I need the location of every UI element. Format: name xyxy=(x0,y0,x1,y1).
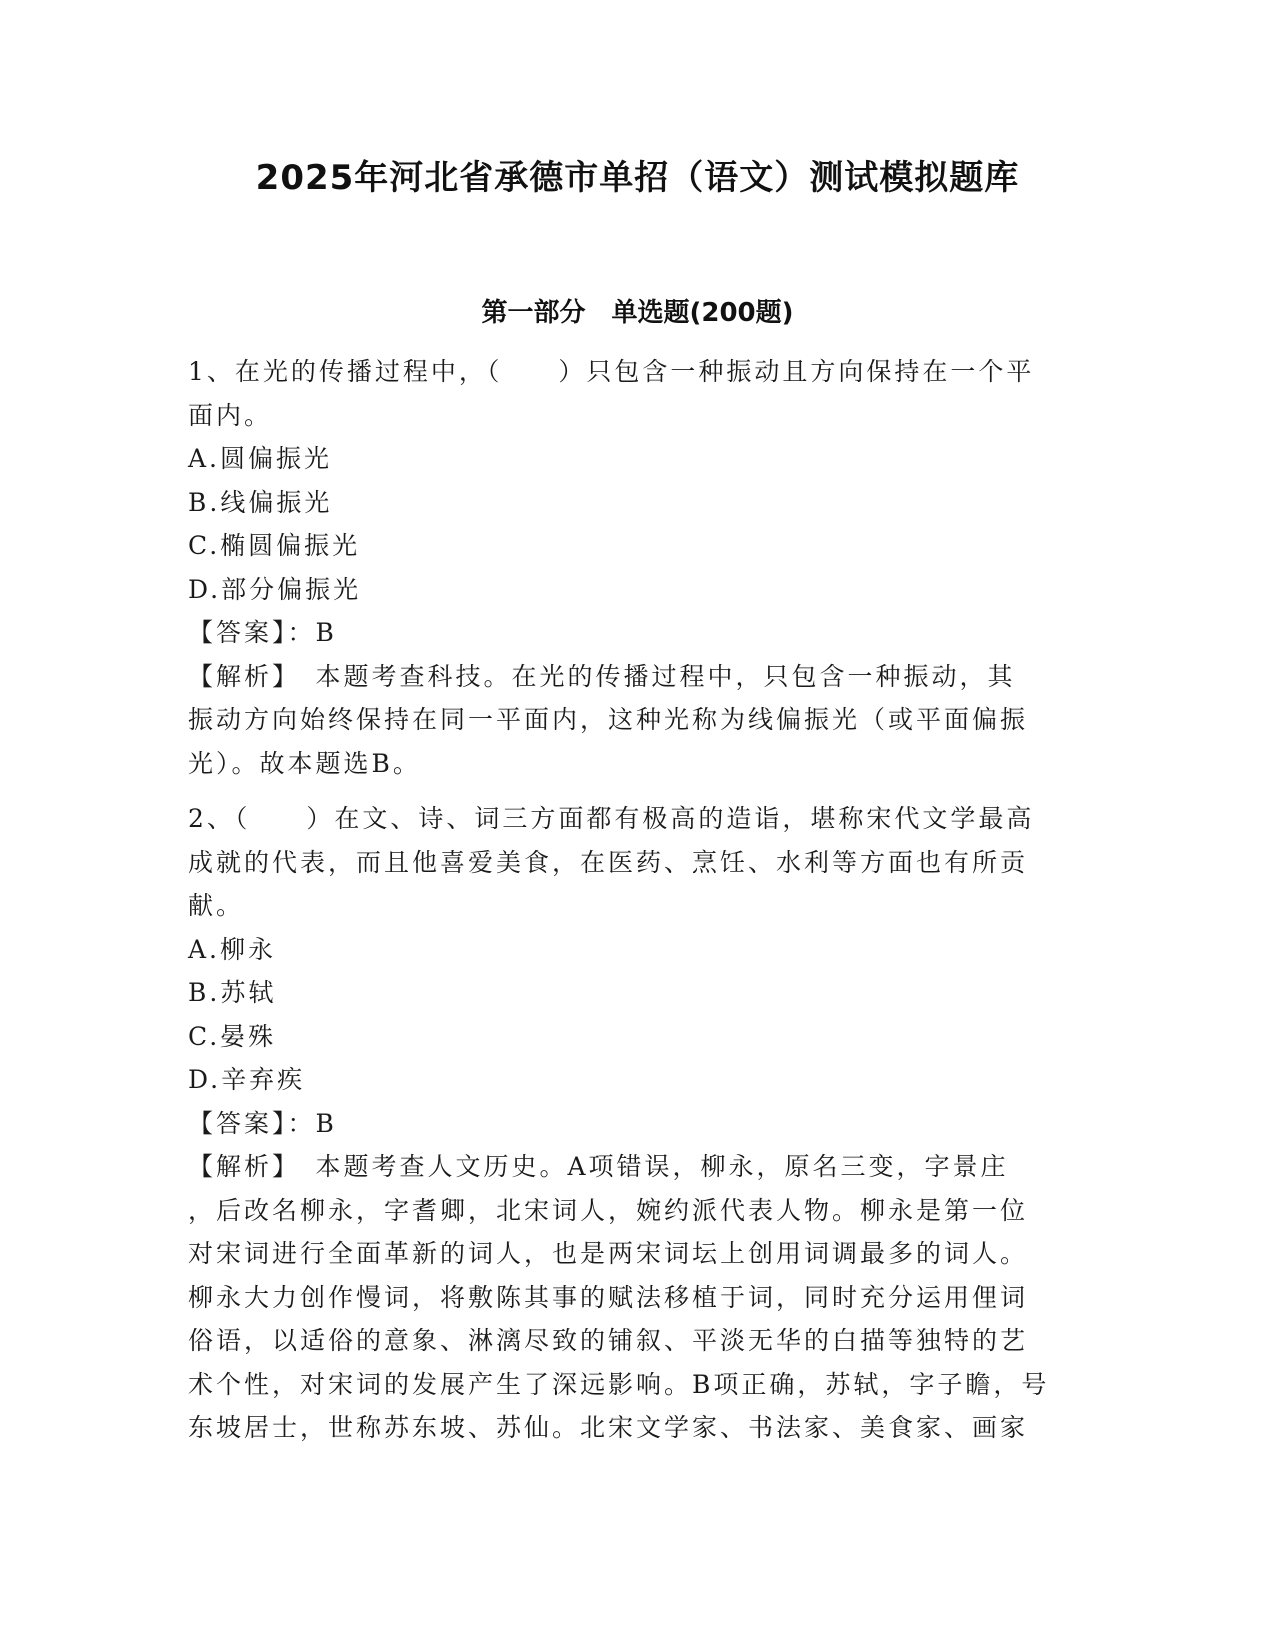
analysis-line: 柳永大力创作慢词，将敷陈其事的赋法移植于词，同时充分运用俚词 xyxy=(188,1282,1029,1312)
analysis-line: 【解析】 本题考查人文历史。A项错误，柳永，原名三变，字景庄 xyxy=(188,1152,1009,1181)
analysis-line: 对宋词进行全面革新的词人，也是两宋词坛上创用词调最多的词人。 xyxy=(188,1239,1029,1268)
section-heading: 第一部分 单选题(200题) xyxy=(481,298,794,328)
option-a: A.圆偏振光 xyxy=(188,444,333,473)
document-title: 2025年河北省承德市单招（语文）测试模拟题库 xyxy=(255,158,1020,198)
question-list xyxy=(188,350,1088,1450)
analysis-line: 振动方向始终保持在同一平面内，这种光称为线偏振光（或平面偏振 xyxy=(188,705,1029,734)
analysis-line: 光）。故本题选B。 xyxy=(188,748,421,778)
option-b: B.苏轼 xyxy=(188,978,277,1007)
analysis-line: 术个性，对宋词的发展产生了深远影响。B项正确，苏轼，字子瞻，号 xyxy=(188,1369,1050,1399)
question-stem-line: 面内。 xyxy=(188,400,273,430)
analysis-line: 东坡居士，世称苏东坡、苏仙。北宋文学家、书法家、美食家、画家 xyxy=(188,1413,1029,1442)
answer-line: 【答案】：B xyxy=(188,1108,337,1138)
option-c: C.晏殊 xyxy=(188,1021,277,1051)
option-d: D.部分偏振光 xyxy=(188,574,362,604)
option-a: A.柳永 xyxy=(188,934,277,964)
analysis-line: ，后改名柳永，字耆卿，北宋词人，婉约派代表人物。柳永是第一位 xyxy=(188,1195,1029,1225)
option-c: C.椭圆偏振光 xyxy=(188,531,361,560)
analysis-line: 【解析】 本题考查科技。在光的传播过程中，只包含一种振动，其 xyxy=(188,661,1016,691)
question-stem-line: 1、在光的传播过程中，（ ）只包含一种振动且方向保持在一个平 xyxy=(188,357,1035,386)
question-1 xyxy=(188,350,1088,785)
analysis-line: 俗语，以适俗的意象、淋漓尽致的铺叙、平淡无华的白描等独特的艺 xyxy=(188,1326,1029,1355)
question-stem-line: 献。 xyxy=(188,891,245,920)
option-d: D.辛弃疾 xyxy=(188,1065,306,1094)
question-stem-line: 2、（ ）在文、诗、词三方面都有极高的造诣，堪称宋代文学最高 xyxy=(188,804,1035,833)
answer-line: 【答案】：B xyxy=(188,618,337,647)
question-stem-line: 成就的代表，而且他喜爱美食，在医药、烹饪、水利等方面也有所贡 xyxy=(188,847,1029,877)
question-spacer xyxy=(188,785,1088,797)
question-2 xyxy=(188,797,1088,1450)
option-b: B.线偏振光 xyxy=(188,487,333,517)
